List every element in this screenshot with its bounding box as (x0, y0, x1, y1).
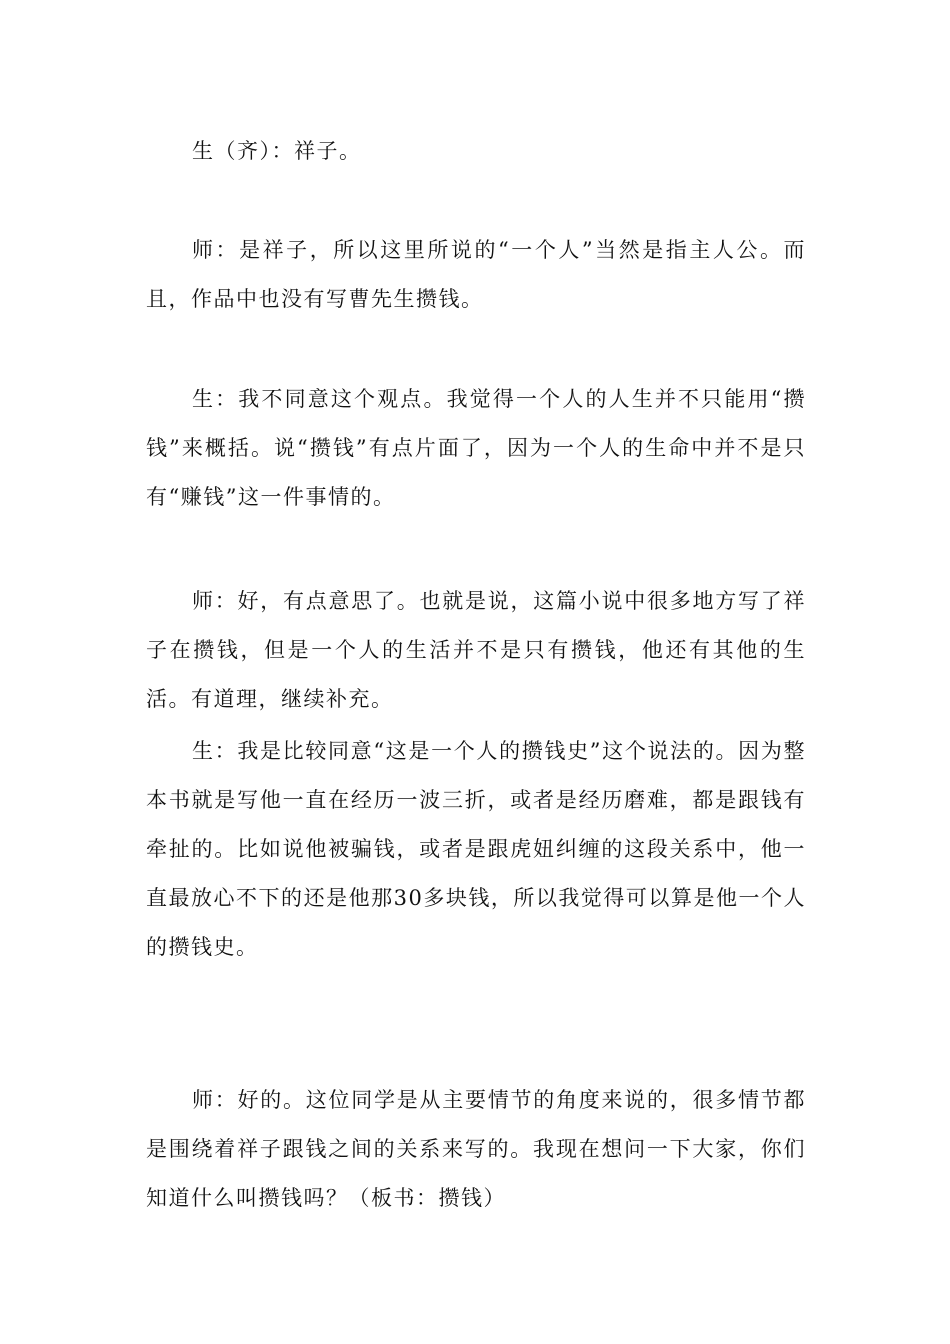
paragraph-student-agree: 生：我是比较同意“这是一个人的攒钱史”这个说法的。因为整本书就是写他一直在经历一波三折，或者是经历磨难，都是跟钱有牵扯的。比如说他被骗钱，或者是跟虎妞纠缠的这段关系中，他一直最放心不下的还是他那30多块钱，所以我觉得可以算是他一个人的攒钱史。 (146, 739, 806, 959)
paragraph-teacher-remark: 师：是祥子，所以这里所说的“一个人”当然是指主人公。而且，作品中也没有写曹先生攒钱。 (146, 238, 806, 311)
paragraph-teacher-question: 师：好的。这位同学是从主要情节的角度来说的，很多情节都是围绕着祥子跟钱之间的关系来写的。我现在想问一下大家，你们知道什么叫攒钱吗？（板书：攒钱） (146, 1088, 806, 1210)
paragraph-teacher-response: 师：好，有点意思了。也就是说，这篇小说中很多地方写了祥子在攒钱，但是一个人的生活并不是只有攒钱，他还有其他的生活。有道理，继续补充。 (146, 589, 806, 711)
paragraph-student-disagree: 生：我不同意这个观点。我觉得一个人的人生并不只能用“攒钱”来概括。说“攒钱”有点片面了，因为一个人的生命中并不是只有“赚钱”这一件事情的。 (146, 387, 806, 509)
paragraph-student-answer: 生（齐）：祥子。 (192, 139, 362, 163)
